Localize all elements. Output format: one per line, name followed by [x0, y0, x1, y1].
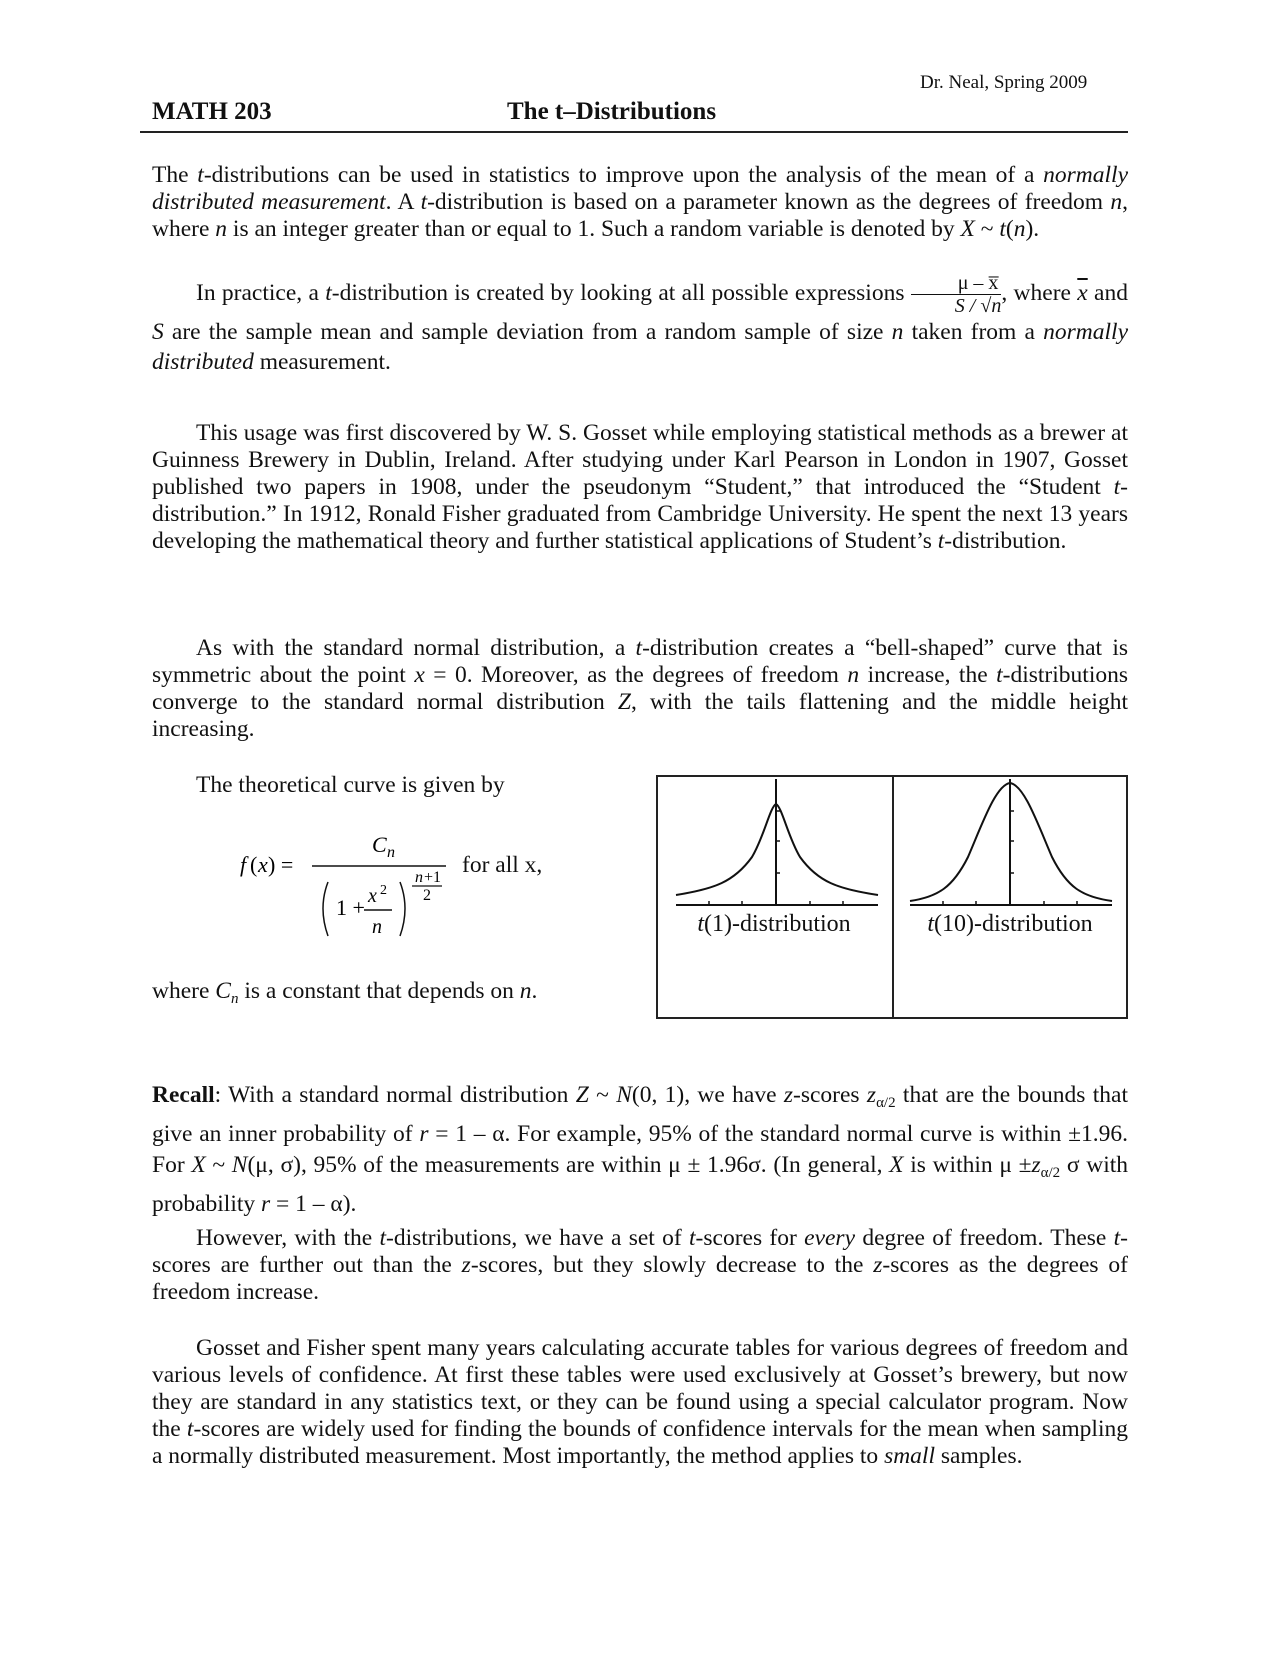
svg-text:) =: ) = — [268, 852, 294, 877]
paragraph-bell-shape: As with the standard normal distribution, a t-distribution creates a “bell-shaped” curve that is symmetric about the point x = 0. Moreover, as the degrees of freedom n increase, the t-distributions converge to the standard normal distribution Z, with the tails flattening and the middle height increasing. — [152, 635, 1128, 742]
figure-divider — [892, 777, 894, 1017]
svg-text:2: 2 — [423, 887, 431, 904]
formula-tail: for all x, — [462, 852, 543, 878]
course-code: MATH 203 — [152, 98, 272, 125]
t1-curve-plot — [674, 777, 884, 911]
paragraph-intro: The t-distributions can be used in statistics to improve upon the analysis of the mean of a normally distributed measurement. A t-distribution is based on a parameter known as the degrees of freedom n, where n is an integer greater than or equal to 1. Such a random variable is denoted by X ~ t(n). — [152, 162, 1128, 242]
svg-text:C: C — [372, 832, 387, 857]
paragraph-history: This usage was first discovered by W. S. Gosset while employing statistical methods as a brewer at Guinness Brewery in Dublin, Ireland. After studying under Karl Pearson in London in 1907, Gosset published two papers in 1908, under the pseudonym “Student,” that introduced the “Student t-distribution.” In 1912, Ronald Fisher graduated from Cambridge University. He spent the next 13 years developing the mathematical theory and further statistical applications of Student’s t-distribution. — [152, 420, 1128, 554]
formula-graphic — [240, 830, 640, 950]
svg-text:1 +: 1 + — [336, 895, 365, 920]
constant-note: where $C_n$ is a constant that depends on n. — [152, 978, 538, 1007]
t10-curve-plot — [908, 777, 1118, 911]
svg-text:n: n — [387, 844, 395, 861]
svg-text:n: n — [372, 916, 382, 938]
curve-intro: The theoretical curve is given by — [196, 772, 505, 798]
svg-text:+1: +1 — [424, 869, 442, 886]
t1-label: t(1)-distribution — [697, 911, 851, 937]
svg-text:x: x — [258, 852, 268, 877]
paragraph-tables: Gosset and Fisher spent many years calculating accurate tables for various degrees of freedom and various levels of confidence. At first these tables were used exclusively at Gosset’s brewery, but now they are standard in any statistics text, or they can be found using a special calculator program. Now the t-scores are widely used for finding the bounds of confidence intervals for the mean when sampling a normally distributed measurement. Most importantly, the method applies to small samples. — [152, 1335, 1128, 1469]
paragraph-t-scores: However, with the t-distributions, we have a set of t-scores for every degree of freedom. These t-scores are further out than the z-scores, but they slowly decrease to the z-scores as the degrees of freedom increase. — [152, 1225, 1128, 1305]
paragraph-recall: Recall: With a standard normal distribution Z ~ N(0, 1), we have z-scores $z_{\alpha/2}$ that are the bounds that give an inner probability of r = 1 – α. For example, 95% of the standard normal curve is within ±1.96. For X ~ N(μ, σ), 95% of the measurements are within μ ± 1.96σ. (In general, X is within $\mu \pm z_{\alpha/2}$ σ with probability r = 1 – α). — [152, 1082, 1129, 1217]
svg-text:n: n — [415, 869, 423, 886]
distribution-figure — [656, 775, 1128, 1019]
density-formula — [240, 830, 640, 950]
document-title: The t–Distributions — [507, 98, 717, 125]
svg-text:2: 2 — [380, 883, 387, 898]
t-statistic-fraction: $\frac{\mu - x̅}{S / √n}$ — [911, 272, 1002, 317]
author-date: Dr. Neal, Spring 2009 — [920, 72, 1088, 93]
t10-label: t(10)-distribution — [927, 911, 1093, 937]
formula-lhs: f — [240, 852, 247, 877]
svg-text:(: ( — [250, 852, 258, 877]
paragraph-practice: In practice, a t-distribution is created by looking at all possible expressions $\frac{\mu - x̅}{S / √n}$ , where $\overline{x}$ and S are the sample mean and sample deviation from a random sample of size n taken from a normally distributed measurement. — [152, 272, 1128, 375]
header-rule — [140, 131, 1128, 133]
svg-text:x: x — [368, 885, 377, 907]
